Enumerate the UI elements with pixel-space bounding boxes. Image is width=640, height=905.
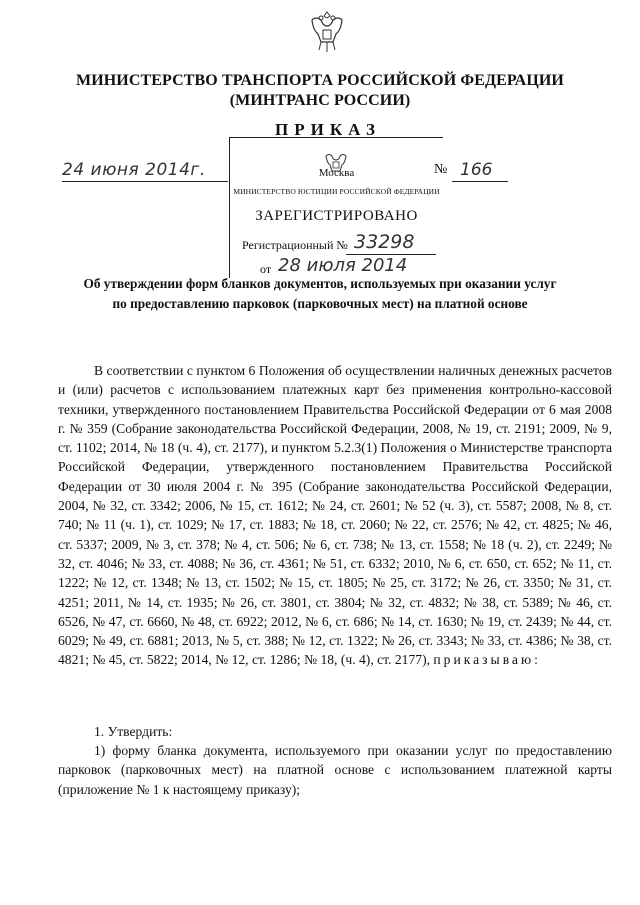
registration-stamp xyxy=(229,137,443,278)
stamp-registered: ЗАРЕГИСТРИРОВАНО xyxy=(255,208,418,224)
stamp-agency: МИНИСТЕРСТВО ЮСТИЦИИ РОССИЙСКОЙ ФЕДЕРАЦИИ xyxy=(233,187,440,196)
subitem-1: 1) форму бланка документа, используемого при оказании услуг по предоставлению парковок (парковочных мест) на платной основе с использованием платежной карты (приложение № 1 к настоящему приказу); xyxy=(58,743,612,797)
date-underline xyxy=(62,181,228,182)
state-emblem-icon xyxy=(306,8,348,56)
stamp-reg-number-label: Регистрационный № xyxy=(242,238,348,252)
preamble-paragraph xyxy=(58,361,612,670)
stamp-date-prefix: от xyxy=(260,262,272,276)
order-subject-line1: Об утверждении форм бланков документов, используемых при оказании услуг xyxy=(83,276,557,291)
item-1: 1. Утвердить: xyxy=(94,724,173,739)
preamble-text: В соответствии с пунктом 6 Положения об осуществлении наличных денежных расчетов и (или) расчетов с использованием платежных карт без применения контрольно-кассовой техники, утвержденного постановлением Правительства Российской Федерации от 6 мая 2008 г. № 359 (Собрание законодательства Российской Федерации, 2008, № 19, ст. 2191; 2009, № 9, ст. 1102; 2014, № 18 (ч. 4), ст. 2177), и пунктом 5.2.3(1) Положения о Министерстве транспорта Российской Федерации, утвержденного постановлением Правительства Российской Федерации от 30 июля 2004 г. № 395 (Собрание законодательства Российской Федерации, 2004, № 32, ст. 3342; 2006, № 15, ст. 1612; № 24, ст. 2601; № 52 (ч. 3), ст. 5587; 2008, № 8, ст. 740; № 11 (ч. 1), ст. 1029; № 17, ст. 1883; № 18, ст. 2060; № 22, ст. 2576; № 42, ст. 4825; № 46, ст. 5337; 2009, № 3, ст. 378; № 4, ст. 506; № 6, ст. 738; № 13, ст. 1558; № 18 (ч. 2), ст. 2249; № 32, ст. 4046; № 33, ст. 4088; № 36, ст. 4361; № 51, ст. 6332; 2010, № 6, ст. 650, ст. 652; № 11, ст. 1222; № 12, ст. 1348; № 13, ст. 1502; № 15, ст. 1805; № 25, ст. 3172; № 26, ст. 3350; № 31, ст. 4251; 2011, № 14, ст. 1935; № 26, ст. 3801, ст. 3804; № 32, ст. 4832; № 38, ст. 5389; № 46, ст. 6526, № 47, ст. 6660, № 48, ст. 6922; 2012, № 6, ст. 686; № 14, ст. 1630; № 19, ст. 2439; № 44, ст. 6029; № 49, ст. 6881; 2013, № 5, ст. 388; № 12, ст. 1322; № 26, ст. 3343; № 33, ст. 4386; № 38, ст. 4821; № 45, ст. 5822; 2014, № 12, ст. 1286; № 18, (ч. 4), ст. 2177), xyxy=(58,363,612,668)
stamp-reg-number: 33298 xyxy=(354,231,415,253)
order-word: приказываю: xyxy=(433,652,541,668)
stamp-city: Москва xyxy=(318,167,355,179)
order-subject-line2: по предоставлению парковок (парковочных мест) на платной основе xyxy=(112,296,528,311)
order-date: 24 июня 2014г. xyxy=(62,160,206,180)
ministry-short-name: (МИНТРАНС РОССИИ) xyxy=(229,92,411,109)
order-title: ПРИКАЗ xyxy=(275,120,381,139)
stamp-reg-date: 28 июля 2014 xyxy=(278,255,408,276)
ministry-name: МИНИСТЕРСТВО ТРАНСПОРТА РОССИЙСКОЙ ФЕДЕРАЦИИ xyxy=(76,72,564,89)
order-number: 166 xyxy=(460,160,493,180)
number-underline xyxy=(452,181,508,182)
number-sign: № xyxy=(434,162,448,177)
